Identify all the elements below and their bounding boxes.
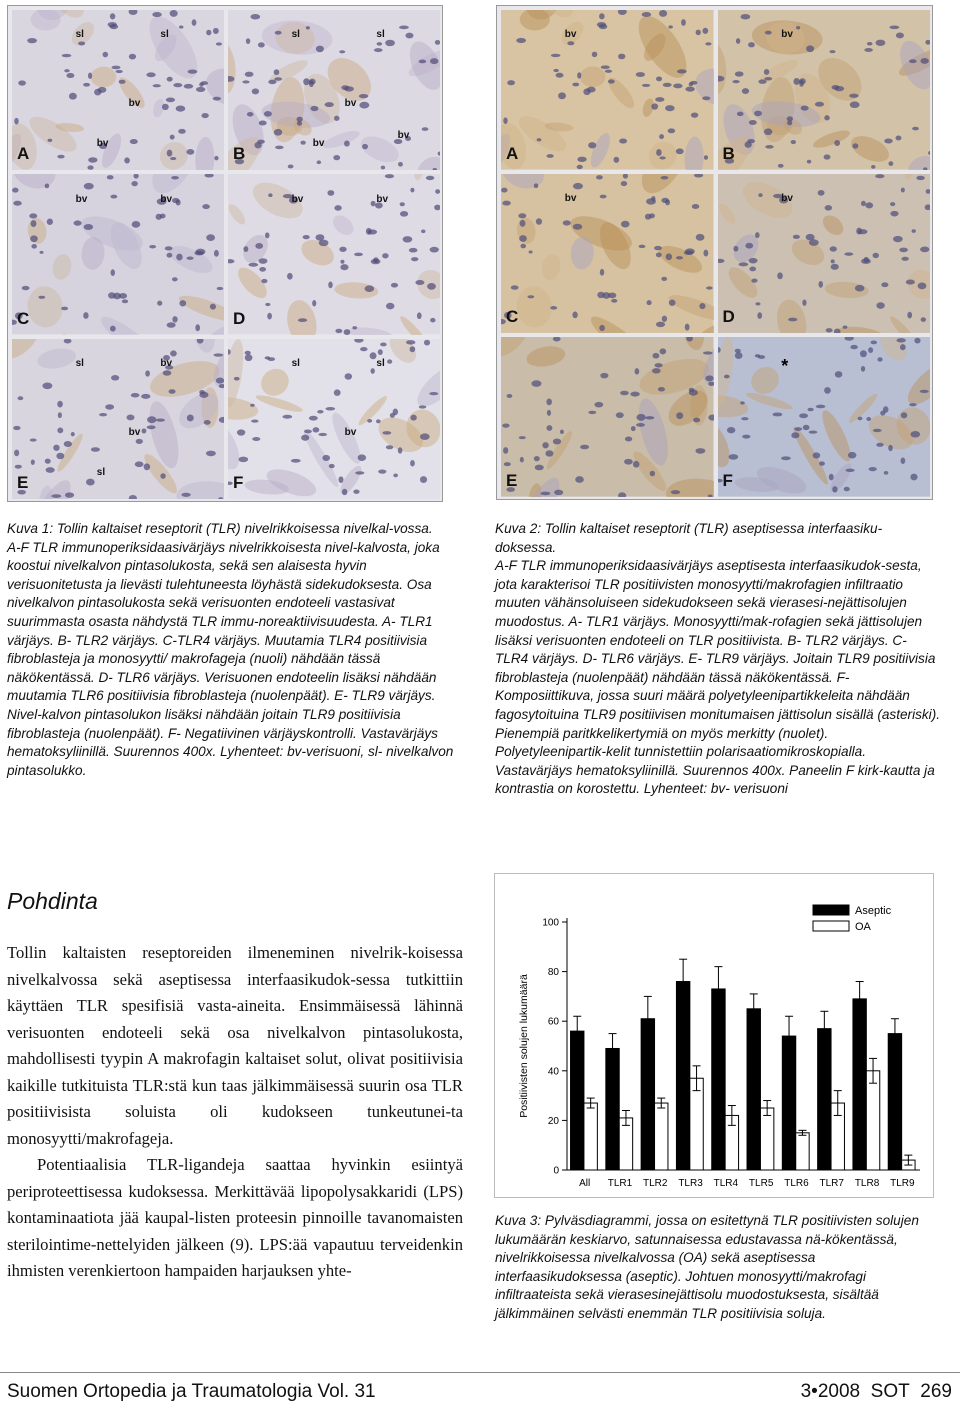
figure3-caption-text: Pylväsdiagrammi, jossa on esitettynä TLR positiivisten solujen lukumäärän keskiarvo, satunnaisessa edustavassa nä-kökentässä, nivelrikkoisessa nivelkalvossa (OA) sekä aseptisessa interfaasikudoksessa (aseptic). Johtuen monosyytti/makrofagi infiltraateista sekä vierasesinejättisolu muodostuksesta, sisältää jälkimmäinen selvästi enemmän TLR positiivisia soluja. <box>495 1213 919 1321</box>
footer-abbrev: SOT <box>870 1381 910 1402</box>
x-tick-label: TLR3 <box>678 1178 703 1189</box>
bar-aseptic <box>676 982 689 1170</box>
footer-divider <box>0 1372 960 1373</box>
fig1-panel-letter: F <box>233 472 244 492</box>
fig1-panel-label: sl <box>291 29 300 41</box>
y-tick-label: 20 <box>547 1115 559 1127</box>
fig1-panel-d <box>228 174 440 334</box>
fig1-panel-label: bv <box>128 426 141 438</box>
fig1-panel-label: sl <box>291 357 300 369</box>
x-tick-label: TLR8 <box>854 1178 880 1189</box>
bar-aseptic <box>818 1029 831 1170</box>
fig1-panel-label: bv <box>128 98 141 110</box>
figure1-micrograph-grid <box>7 5 443 502</box>
fig1-panel-label: bv <box>344 98 357 110</box>
bar-aseptic <box>782 1036 795 1170</box>
x-tick-label: TLR5 <box>748 1178 774 1189</box>
fig1-panel-label: bv <box>344 426 357 438</box>
micrograph-texture <box>501 10 714 170</box>
bar-oa <box>655 1103 668 1170</box>
bar-aseptic <box>853 999 866 1170</box>
fig1-panel-label: bv <box>160 357 173 369</box>
discussion-paragraph-1: Tollin kaltaisten reseptoreiden ilmeneminen nivelrik-koisessa nivelkalvossa sekä aseptisessa interfaasikudok-sessa tutkittiin käyttäen TLR spesifisiä vasta-aineita. Ensimmäisessä lähinnä verisuonten endoteeli sekä osa nivelkalvon pintasolukosta, mahdollisesti tyypin A makrofagin kaltaiset solut, olivat positiivisia kaikille tutkituista TLR:stä kun taas jälkimmäisessä suurin osa TLR positiivisista soluista oli kudokseen tunkeutunei-ta monosyytti/makrofageja. <box>7 943 463 1148</box>
micrograph-texture <box>501 337 714 497</box>
fig1-panel-c <box>12 174 224 334</box>
bar-oa <box>760 1108 773 1170</box>
fig1-panel-e <box>12 339 224 499</box>
discussion-paragraph-2: Potentiaalisia TLR-ligandeja saattaa hyvinkin esiintyä periproteettisessa kudoksessa. Merkittävää lipopolysakkaridi (LPS) kontaminaatiota jää kaupal-listen proteesin pinnoille tavanomaisten sterilointime-nettelyiden jälkeen (9). LPS:ää vapautuu terveidenkin ihmisten verenkiertoon hampaiden harjauksen yhte- <box>7 1155 463 1280</box>
fig2-panel-letter: F <box>722 470 733 490</box>
bar-aseptic <box>606 1048 619 1170</box>
micrograph-texture <box>228 339 440 499</box>
fig1-panel-label: bv <box>75 193 88 205</box>
fig1-panel-label: bv <box>376 193 389 205</box>
fig2-panel-letter: B <box>722 143 735 163</box>
fig2-panel-e <box>501 337 714 497</box>
footer-journal: Suomen Ortopedia ja Traumatologia Vol. 31 <box>7 1381 376 1402</box>
bar-oa <box>690 1078 703 1170</box>
fig1-panel-label: sl <box>96 466 106 478</box>
fig2-panel-letter: E <box>506 470 518 490</box>
legend-label-aseptic: Aseptic <box>855 905 892 917</box>
footer-page-number: 269 <box>920 1381 952 1402</box>
fig2-panel-label: bv <box>564 192 577 204</box>
micrograph-texture <box>718 337 931 497</box>
bar-oa <box>796 1133 809 1170</box>
fig2-panel-letter: A <box>506 143 519 163</box>
bar-aseptic <box>641 1019 654 1170</box>
figure1-caption-text: A-F TLR immunoperiksidaasivärjäys nivelrikkoisesta nivel-kalvosta, joka koostui nivelkalvon pintasolukosta, sekä sen alaisesta hyvin verisuonitetusta ja lievästi tulehtuneesta löyhästä sidekudoksesta. Osa nivelkalvon pintasolukosta sekä verisuonten endoteeli vastasivat suurimmasta osasta nähdystä TLR immu-noreaktiivisuudesta. A- TLR1 värjäys. B- TLR2 värjäys. C-TLR4 värjäys. Muutamia TLR4 positiivisia fibroblasteja ja monosyytti/ makrofageja (nuoli) nähdään tässä näkökentässä. D- TLR6 värjäys. Verisuonen endoteelin lisäksi nähdään muutamia TLR6 positiivisia fibroblasteja (nuolenpäät). E- TLR9 värjäys. Nivel-kalvon pintasolukon lisäksi nähdään joitain TLR9 positiivisia fibroblasteja (nuolenpäät). F- Negatiivinen värjäyskontrolli. Vastavärjäys hematoksyliinillä. Suurennos 400x. Lyhenteet: bv-verisuoni, sl- nivelkalvon pintasolukko. <box>7 539 454 778</box>
fig1-panel-label: sl <box>160 29 169 41</box>
micrograph-texture <box>228 174 440 334</box>
fig1-panel-label: bv <box>291 193 304 205</box>
y-tick-label: 60 <box>547 1016 559 1028</box>
fig1-panel-label: sl <box>75 357 84 369</box>
micrograph-texture <box>12 174 224 334</box>
figure3-caption-title: Kuva 3: <box>495 1213 542 1228</box>
bar-aseptic <box>747 1009 760 1170</box>
micrograph-texture <box>718 174 931 334</box>
micrograph-texture <box>718 10 931 170</box>
bar-aseptic <box>712 989 725 1170</box>
figure2-caption-title: Kuva 2: Tollin kaltaiset reseptorit (TLR) aseptisessa interfaasiku-doksessa. <box>495 521 883 555</box>
bar-oa <box>866 1071 879 1170</box>
bar-oa <box>584 1103 597 1170</box>
fig2-panel-b <box>718 10 931 170</box>
micrograph-texture <box>12 339 224 499</box>
fig2-panel-letter: D <box>722 307 735 327</box>
x-tick-label: TLR2 <box>643 1178 668 1189</box>
fig1-panel-label: bv <box>312 138 325 150</box>
tlr-bar-chart <box>494 873 934 1198</box>
figure1-caption-title: Kuva 1: Tollin kaltaiset reseptorit (TLR) nivelrikkoisessa nivelkal-vossa. <box>7 521 433 536</box>
fig1-panel-letter: A <box>17 144 30 164</box>
fig2-panel-a <box>501 10 714 170</box>
fig2-panel-label: * <box>781 356 789 377</box>
fig1-panel-a <box>12 10 224 170</box>
figure2-caption-text: A-F TLR immunoperiksidaasivärjäys aseptisesta interfaasikudok-sesta, jota karakterisoi TLR positiivisten monosyytti/makrofagien infiltraatio muuten vähänsoluiseen sidekudokseen sekä vierasesi-nejättisolujen muodostus. A- TLR1 värjäys. Monosyytti/mak-rofagien sekä jättisolujen lisäksi verisuonten endoteeli on TLR positiivista. B- TLR2 värjäys. C- TLR4 värjäys. D- TLR6 värjäys. E- TLR9 värjäys. Joitain TLR9 positiivisia fibroblasteja (nuolenpäät) nähdään tässä näkökentässä. F- Komposiittikuva, jossa suuri määrä polyetyleenipartikkeleita nähdään fagosytoituina TLR9 positiivisen monitumaisen jättisolun sisällä (asteriski). Pienempiä paritkkelikertymiä on myös merkitty (nuolet). Polyetyleenipartik-kelit tunnistettiin polarisaatiomikroskopialla. Vastavärjäys hematoksyliinillä. Suurennos 400x. Paneelin F kirk-kautta ja kontrastia on korostettu. Lyhenteet: bv- verisuoni <box>495 558 941 797</box>
legend-label-oa: OA <box>855 921 871 933</box>
fig2-panel-label: bv <box>781 29 793 41</box>
y-tick-label: 0 <box>553 1165 559 1177</box>
fig1-panel-label: bv <box>160 193 173 205</box>
fig1-panel-letter: C <box>17 308 30 328</box>
figure3-caption <box>495 1212 940 1324</box>
figure2-micrograph-grid <box>496 5 933 500</box>
fig2-panel-c <box>501 174 714 334</box>
fig1-panel-label: sl <box>376 29 385 41</box>
fig2-panel-label: bv <box>564 29 577 41</box>
y-axis-label: Positiivisten solujen lukumäärä <box>518 974 530 1118</box>
fig1-panel-f <box>228 339 440 499</box>
bar-chart-svg <box>495 874 933 1197</box>
figure1-caption <box>7 520 457 780</box>
x-tick-label: TLR1 <box>607 1178 633 1189</box>
bar-aseptic <box>571 1031 584 1170</box>
fig1-panel-letter: B <box>233 144 246 164</box>
micrograph-texture <box>501 174 714 334</box>
fig2-panel-label: bv <box>781 192 793 204</box>
fig1-panel-letter: D <box>233 308 246 328</box>
legend-swatch-oa <box>813 921 849 931</box>
y-tick-label: 40 <box>547 1066 559 1078</box>
discussion-heading: Pohdinta <box>7 888 98 914</box>
fig2-panel-f <box>718 337 931 497</box>
x-tick-label: All <box>579 1178 591 1189</box>
y-tick-label: 100 <box>542 917 559 929</box>
x-tick-label: TLR4 <box>713 1178 739 1189</box>
micrograph-texture <box>12 10 224 170</box>
fig1-panel-label: sl <box>75 29 84 41</box>
legend-swatch-aseptic <box>813 905 849 915</box>
footer-issue-info <box>801 1381 952 1403</box>
fig2-panel-d <box>718 174 931 334</box>
x-tick-label: TLR7 <box>819 1178 844 1189</box>
discussion-body <box>7 940 463 1285</box>
micrograph-texture <box>228 10 440 170</box>
fig1-panel-b <box>228 10 440 170</box>
fig1-panel-letter: E <box>17 472 29 492</box>
fig2-panel-letter: C <box>506 307 519 327</box>
footer-issue: 3•2008 <box>800 1381 861 1402</box>
x-tick-label: TLR9 <box>890 1178 915 1189</box>
figure2-caption <box>495 520 940 799</box>
fig1-panel-label: bv <box>96 138 109 150</box>
y-tick-label: 80 <box>547 967 559 979</box>
bar-aseptic <box>888 1034 901 1170</box>
x-tick-label: TLR6 <box>784 1178 809 1189</box>
fig1-panel-label: sl <box>376 357 385 369</box>
fig1-panel-label: bv <box>397 130 410 142</box>
